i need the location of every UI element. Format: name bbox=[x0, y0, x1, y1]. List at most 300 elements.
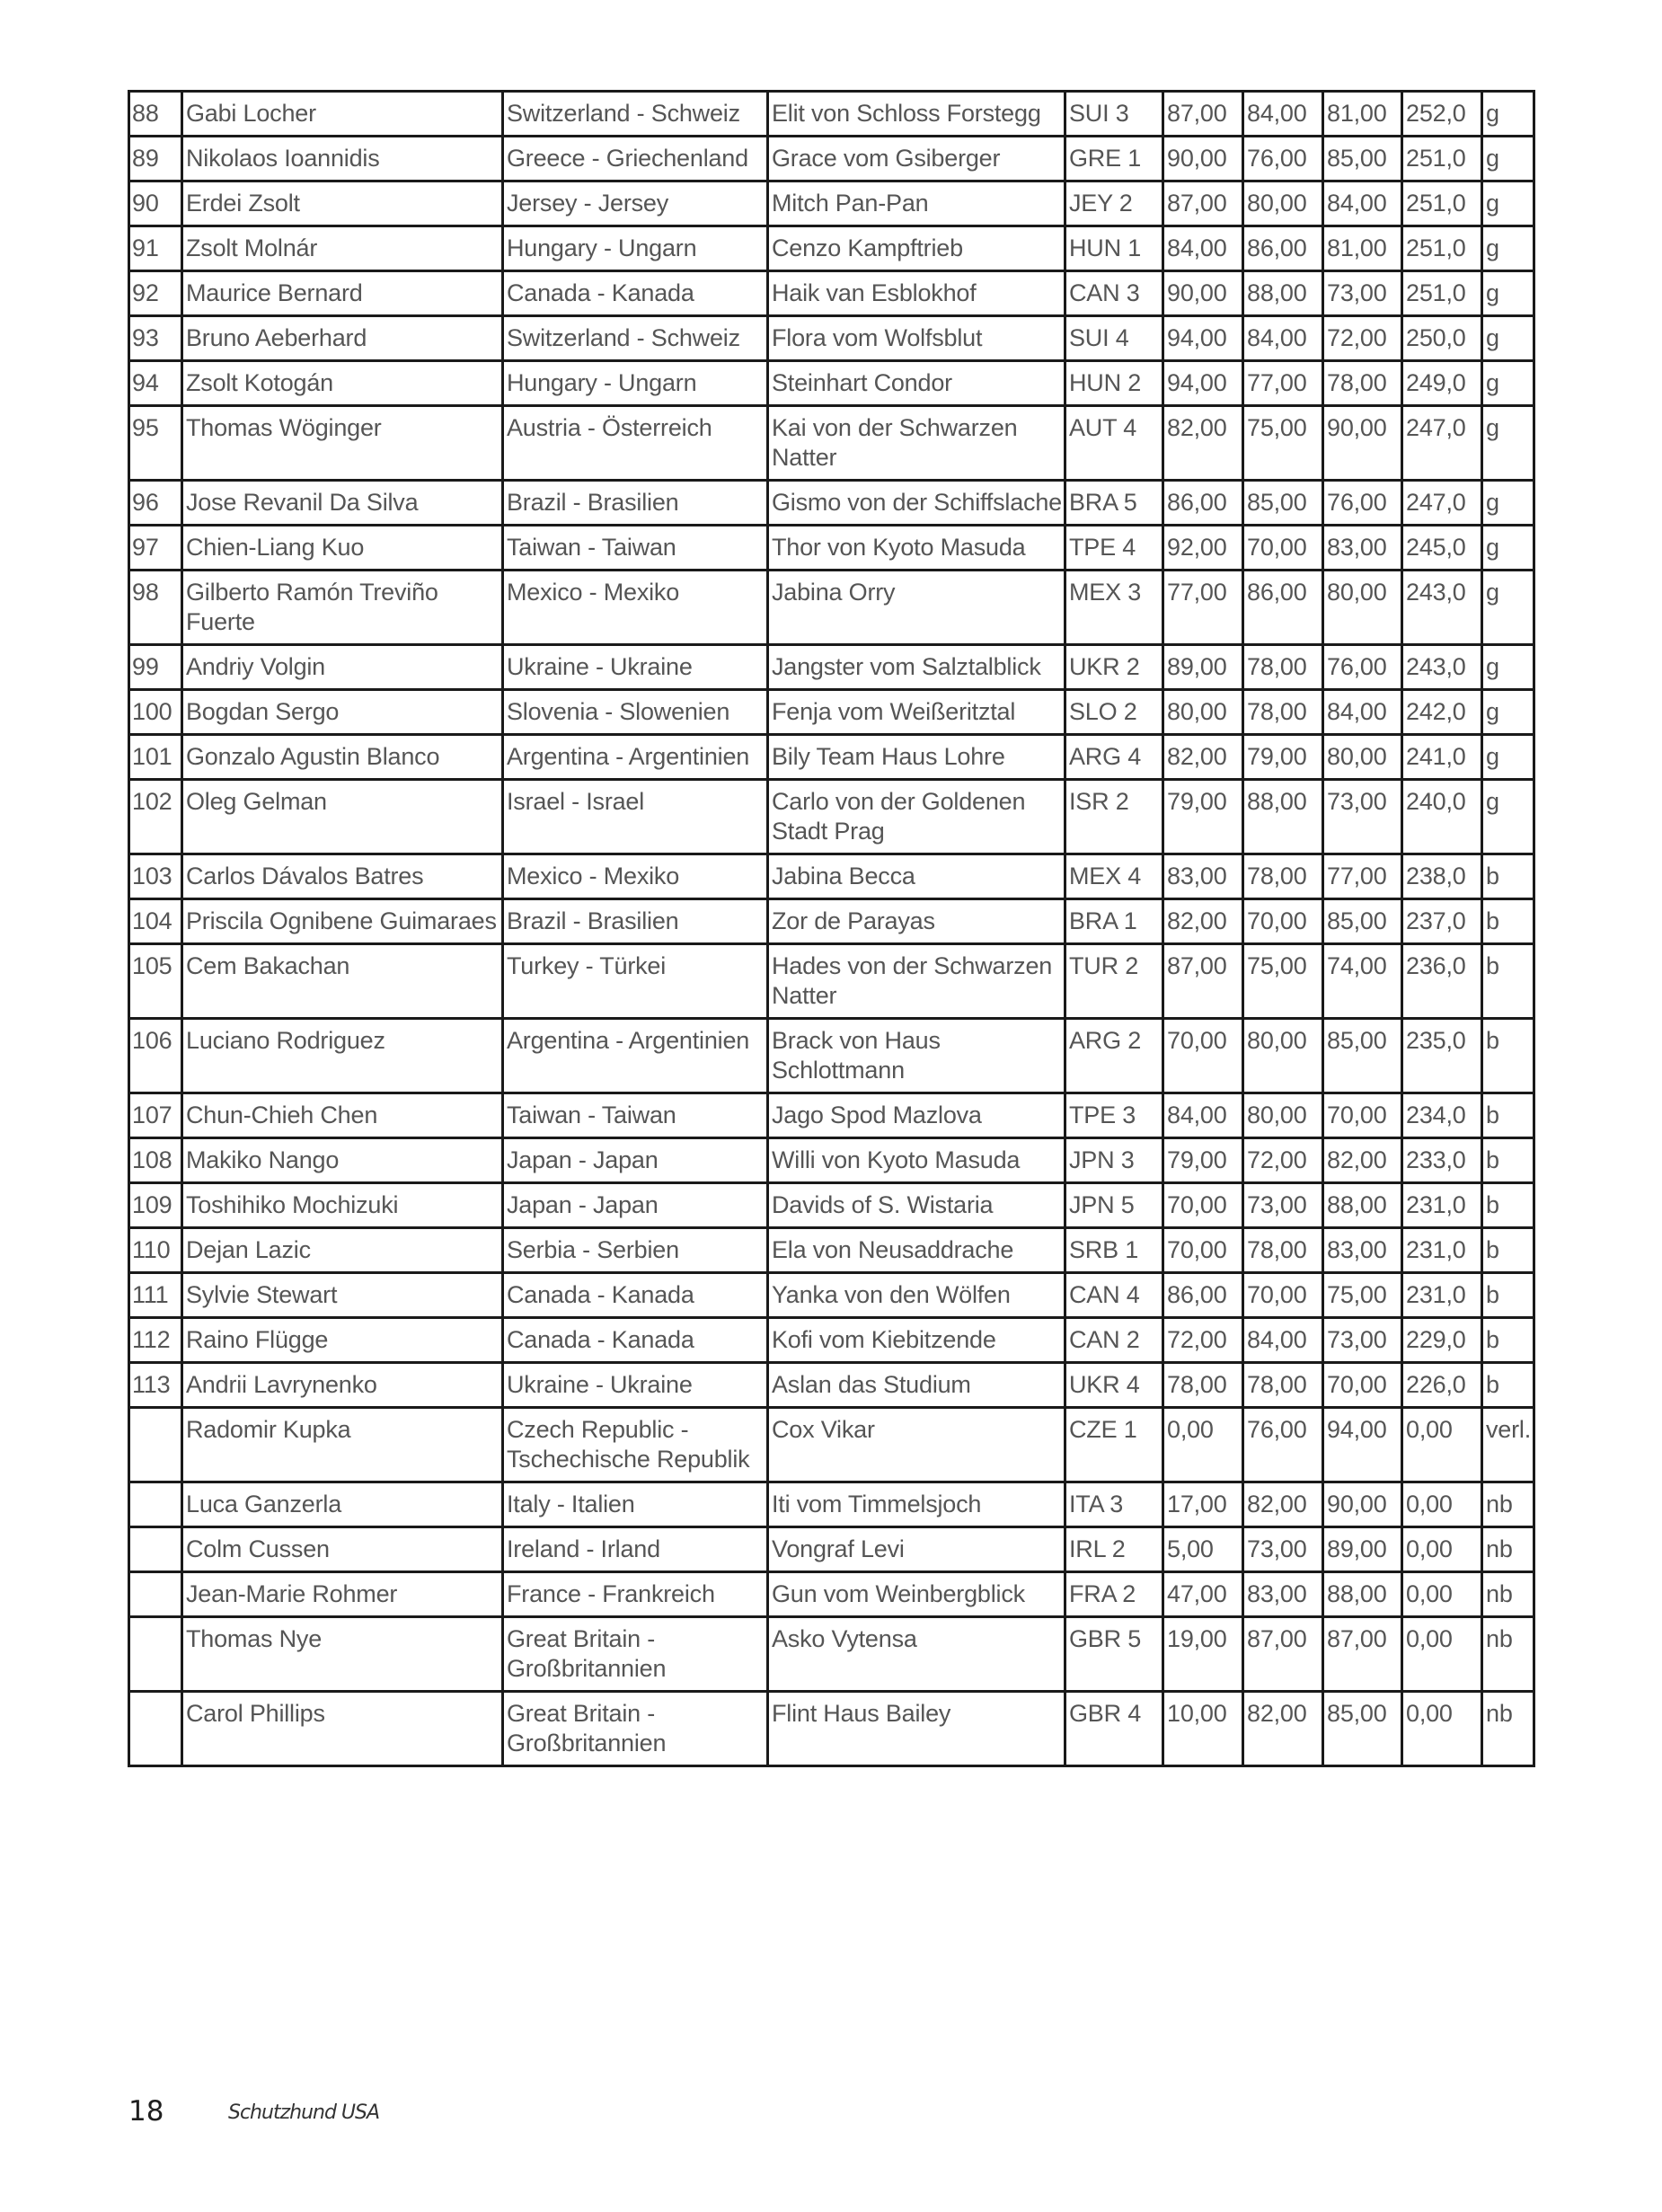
score-a-cell: 78,00 bbox=[1163, 1363, 1243, 1408]
rating-cell: g bbox=[1482, 316, 1534, 361]
rating-cell: nb bbox=[1482, 1692, 1534, 1766]
handler-cell: Colm Cussen bbox=[182, 1527, 503, 1572]
rating-cell: b bbox=[1482, 1318, 1534, 1363]
score-c-cell: 80,00 bbox=[1323, 735, 1402, 780]
total-cell: 249,0 bbox=[1402, 361, 1482, 406]
score-c-cell: 76,00 bbox=[1323, 645, 1402, 690]
rating-cell: g bbox=[1482, 571, 1534, 645]
score-b-cell: 82,00 bbox=[1243, 1692, 1323, 1766]
handler-cell: Bruno Aeberhard bbox=[182, 316, 503, 361]
table-row bbox=[129, 1273, 1534, 1318]
score-c-cell: 81,00 bbox=[1323, 92, 1402, 137]
dog-cell: Jangster vom Salztalblick bbox=[768, 645, 1065, 690]
score-c-cell: 83,00 bbox=[1323, 526, 1402, 571]
handler-cell: Radomir Kupka bbox=[182, 1408, 503, 1482]
table-row bbox=[129, 1019, 1534, 1093]
score-c-cell: 70,00 bbox=[1323, 1093, 1402, 1138]
handler-cell: Thomas Wöginger bbox=[182, 406, 503, 481]
rank-cell: 113 bbox=[129, 1363, 182, 1408]
score-c-cell: 70,00 bbox=[1323, 1363, 1402, 1408]
country-cell: Great Britain - Großbritannien bbox=[503, 1692, 768, 1766]
rank-cell: 112 bbox=[129, 1318, 182, 1363]
dog-cell: Fenja vom Weißeritztal bbox=[768, 690, 1065, 735]
score-c-cell: 94,00 bbox=[1323, 1408, 1402, 1482]
rank-cell: 91 bbox=[129, 226, 182, 271]
table-row bbox=[129, 361, 1534, 406]
score-a-cell: 82,00 bbox=[1163, 406, 1243, 481]
dog-cell: Aslan das Studium bbox=[768, 1363, 1065, 1408]
rating-cell: g bbox=[1482, 735, 1534, 780]
dog-cell: Kai von der Schwarzen Natter bbox=[768, 406, 1065, 481]
handler-cell: Luciano Rodriguez bbox=[182, 1019, 503, 1093]
rating-cell: g bbox=[1482, 271, 1534, 316]
score-a-cell: 90,00 bbox=[1163, 271, 1243, 316]
dog-cell: Flint Haus Bailey bbox=[768, 1692, 1065, 1766]
rank-cell: 103 bbox=[129, 854, 182, 899]
country-cell: Czech Republic - Tschechische Republik bbox=[503, 1408, 768, 1482]
country-cell: Switzerland - Schweiz bbox=[503, 92, 768, 137]
handler-cell: Nikolaos Ioannidis bbox=[182, 137, 503, 181]
handler-cell: Gabi Locher bbox=[182, 92, 503, 137]
team-cell: TPE 3 bbox=[1065, 1093, 1163, 1138]
dog-cell: Yanka von den Wölfen bbox=[768, 1273, 1065, 1318]
table-row bbox=[129, 1183, 1534, 1228]
score-c-cell: 82,00 bbox=[1323, 1138, 1402, 1183]
score-b-cell: 80,00 bbox=[1243, 1093, 1323, 1138]
table-row bbox=[129, 645, 1534, 690]
table-row bbox=[129, 780, 1534, 854]
score-b-cell: 70,00 bbox=[1243, 899, 1323, 944]
score-a-cell: 82,00 bbox=[1163, 735, 1243, 780]
rating-cell: g bbox=[1482, 481, 1534, 526]
rank-cell: 94 bbox=[129, 361, 182, 406]
dog-cell: Jabina Orry bbox=[768, 571, 1065, 645]
total-cell: 233,0 bbox=[1402, 1138, 1482, 1183]
score-a-cell: 87,00 bbox=[1163, 944, 1243, 1019]
score-a-cell: 72,00 bbox=[1163, 1318, 1243, 1363]
team-cell: TPE 4 bbox=[1065, 526, 1163, 571]
rank-cell: 107 bbox=[129, 1093, 182, 1138]
rank-cell bbox=[129, 1617, 182, 1692]
handler-cell: Carol Phillips bbox=[182, 1692, 503, 1766]
table-row bbox=[129, 481, 1534, 526]
dog-cell: Carlo von der Goldenen Stadt Prag bbox=[768, 780, 1065, 854]
rating-cell: b bbox=[1482, 944, 1534, 1019]
score-c-cell: 84,00 bbox=[1323, 181, 1402, 226]
rank-cell bbox=[129, 1482, 182, 1527]
score-c-cell: 85,00 bbox=[1323, 1019, 1402, 1093]
team-cell: ISR 2 bbox=[1065, 780, 1163, 854]
rating-cell: g bbox=[1482, 406, 1534, 481]
dog-cell: Iti vom Timmelsjoch bbox=[768, 1482, 1065, 1527]
total-cell: 229,0 bbox=[1402, 1318, 1482, 1363]
score-a-cell: 94,00 bbox=[1163, 316, 1243, 361]
rank-cell: 106 bbox=[129, 1019, 182, 1093]
table-row bbox=[129, 854, 1534, 899]
rank-cell: 88 bbox=[129, 92, 182, 137]
table-row bbox=[129, 316, 1534, 361]
rating-cell: g bbox=[1482, 137, 1534, 181]
score-c-cell: 76,00 bbox=[1323, 481, 1402, 526]
score-a-cell: 94,00 bbox=[1163, 361, 1243, 406]
score-c-cell: 90,00 bbox=[1323, 406, 1402, 481]
dog-cell: Jago Spod Mazlova bbox=[768, 1093, 1065, 1138]
score-a-cell: 90,00 bbox=[1163, 137, 1243, 181]
score-b-cell: 70,00 bbox=[1243, 1273, 1323, 1318]
team-cell: GRE 1 bbox=[1065, 137, 1163, 181]
dog-cell: Mitch Pan-Pan bbox=[768, 181, 1065, 226]
total-cell: 236,0 bbox=[1402, 944, 1482, 1019]
score-b-cell: 88,00 bbox=[1243, 271, 1323, 316]
rank-cell: 109 bbox=[129, 1183, 182, 1228]
rating-cell: b bbox=[1482, 899, 1534, 944]
dog-cell: Flora vom Wolfsblut bbox=[768, 316, 1065, 361]
country-cell: Hungary - Ungarn bbox=[503, 226, 768, 271]
score-a-cell: 80,00 bbox=[1163, 690, 1243, 735]
country-cell: Jersey - Jersey bbox=[503, 181, 768, 226]
table-row bbox=[129, 1228, 1534, 1273]
total-cell: 0,00 bbox=[1402, 1408, 1482, 1482]
country-cell: Hungary - Ungarn bbox=[503, 361, 768, 406]
handler-cell: Gilberto Ramón Treviño Fuerte bbox=[182, 571, 503, 645]
score-b-cell: 80,00 bbox=[1243, 181, 1323, 226]
score-b-cell: 73,00 bbox=[1243, 1527, 1323, 1572]
team-cell: SUI 3 bbox=[1065, 92, 1163, 137]
country-cell: Switzerland - Schweiz bbox=[503, 316, 768, 361]
table-row bbox=[129, 1408, 1534, 1482]
handler-cell: Bogdan Sergo bbox=[182, 690, 503, 735]
table-row bbox=[129, 181, 1534, 226]
rating-cell: g bbox=[1482, 645, 1534, 690]
team-cell: JPN 5 bbox=[1065, 1183, 1163, 1228]
country-cell: Slovenia - Slowenien bbox=[503, 690, 768, 735]
country-cell: Taiwan - Taiwan bbox=[503, 526, 768, 571]
score-b-cell: 80,00 bbox=[1243, 1019, 1323, 1093]
handler-cell: Erdei Zsolt bbox=[182, 181, 503, 226]
table-row bbox=[129, 1318, 1534, 1363]
dog-cell: Gun vom Weinbergblick bbox=[768, 1572, 1065, 1617]
score-b-cell: 85,00 bbox=[1243, 481, 1323, 526]
score-c-cell: 89,00 bbox=[1323, 1527, 1402, 1572]
team-cell: AUT 4 bbox=[1065, 406, 1163, 481]
score-a-cell: 87,00 bbox=[1163, 92, 1243, 137]
rank-cell: 89 bbox=[129, 137, 182, 181]
rank-cell: 93 bbox=[129, 316, 182, 361]
country-cell: Serbia - Serbien bbox=[503, 1228, 768, 1273]
rank-cell: 110 bbox=[129, 1228, 182, 1273]
table-row bbox=[129, 1482, 1534, 1527]
team-cell: CAN 3 bbox=[1065, 271, 1163, 316]
handler-cell: Priscila Ognibene Guimaraes bbox=[182, 899, 503, 944]
score-a-cell: 83,00 bbox=[1163, 854, 1243, 899]
team-cell: BRA 1 bbox=[1065, 899, 1163, 944]
table-row bbox=[129, 526, 1534, 571]
score-b-cell: 86,00 bbox=[1243, 226, 1323, 271]
country-cell: Canada - Kanada bbox=[503, 1318, 768, 1363]
score-b-cell: 78,00 bbox=[1243, 854, 1323, 899]
country-cell: Brazil - Brasilien bbox=[503, 899, 768, 944]
score-b-cell: 76,00 bbox=[1243, 137, 1323, 181]
score-c-cell: 88,00 bbox=[1323, 1183, 1402, 1228]
table-row bbox=[129, 1138, 1534, 1183]
table-row bbox=[129, 1572, 1534, 1617]
country-cell: Turkey - Türkei bbox=[503, 944, 768, 1019]
score-c-cell: 84,00 bbox=[1323, 690, 1402, 735]
rank-cell: 111 bbox=[129, 1273, 182, 1318]
score-c-cell: 83,00 bbox=[1323, 1228, 1402, 1273]
team-cell: CZE 1 bbox=[1065, 1408, 1163, 1482]
score-a-cell: 84,00 bbox=[1163, 226, 1243, 271]
dog-cell: Willi von Kyoto Masuda bbox=[768, 1138, 1065, 1183]
score-a-cell: 84,00 bbox=[1163, 1093, 1243, 1138]
team-cell: ITA 3 bbox=[1065, 1482, 1163, 1527]
rank-cell: 92 bbox=[129, 271, 182, 316]
handler-cell: Oleg Gelman bbox=[182, 780, 503, 854]
total-cell: 252,0 bbox=[1402, 92, 1482, 137]
handler-cell: Chien-Liang Kuo bbox=[182, 526, 503, 571]
score-c-cell: 80,00 bbox=[1323, 571, 1402, 645]
rating-cell: g bbox=[1482, 780, 1534, 854]
total-cell: 0,00 bbox=[1402, 1527, 1482, 1572]
dog-cell: Hades von der Schwarzen Natter bbox=[768, 944, 1065, 1019]
total-cell: 0,00 bbox=[1402, 1572, 1482, 1617]
table-row bbox=[129, 899, 1534, 944]
team-cell: HUN 2 bbox=[1065, 361, 1163, 406]
score-b-cell: 88,00 bbox=[1243, 780, 1323, 854]
rating-cell: b bbox=[1482, 1093, 1534, 1138]
score-c-cell: 73,00 bbox=[1323, 1318, 1402, 1363]
rating-cell: g bbox=[1482, 181, 1534, 226]
rating-cell: b bbox=[1482, 1183, 1534, 1228]
handler-cell: Dejan Lazic bbox=[182, 1228, 503, 1273]
rank-cell bbox=[129, 1692, 182, 1766]
score-c-cell: 85,00 bbox=[1323, 137, 1402, 181]
results-table bbox=[128, 90, 1535, 1767]
country-cell: Ireland - Irland bbox=[503, 1527, 768, 1572]
total-cell: 242,0 bbox=[1402, 690, 1482, 735]
handler-cell: Zsolt Molnár bbox=[182, 226, 503, 271]
page-number: 18 bbox=[128, 2095, 164, 2128]
total-cell: 234,0 bbox=[1402, 1093, 1482, 1138]
country-cell: Argentina - Argentinien bbox=[503, 1019, 768, 1093]
table-row bbox=[129, 226, 1534, 271]
total-cell: 231,0 bbox=[1402, 1183, 1482, 1228]
rank-cell: 95 bbox=[129, 406, 182, 481]
score-c-cell: 78,00 bbox=[1323, 361, 1402, 406]
score-a-cell: 0,00 bbox=[1163, 1408, 1243, 1482]
rating-cell: b bbox=[1482, 1138, 1534, 1183]
dog-cell: Ela von Neusaddrache bbox=[768, 1228, 1065, 1273]
team-cell: ARG 2 bbox=[1065, 1019, 1163, 1093]
score-a-cell: 86,00 bbox=[1163, 1273, 1243, 1318]
country-cell: Mexico - Mexiko bbox=[503, 571, 768, 645]
team-cell: SRB 1 bbox=[1065, 1228, 1163, 1273]
handler-cell: Jose Revanil Da Silva bbox=[182, 481, 503, 526]
rating-cell: g bbox=[1482, 526, 1534, 571]
rank-cell: 96 bbox=[129, 481, 182, 526]
table-row bbox=[129, 690, 1534, 735]
score-b-cell: 75,00 bbox=[1243, 406, 1323, 481]
total-cell: 245,0 bbox=[1402, 526, 1482, 571]
score-c-cell: 85,00 bbox=[1323, 1692, 1402, 1766]
rank-cell bbox=[129, 1527, 182, 1572]
handler-cell: Sylvie Stewart bbox=[182, 1273, 503, 1318]
total-cell: 251,0 bbox=[1402, 271, 1482, 316]
country-cell: Israel - Israel bbox=[503, 780, 768, 854]
table-row bbox=[129, 735, 1534, 780]
handler-cell: Toshihiko Mochizuki bbox=[182, 1183, 503, 1228]
score-c-cell: 75,00 bbox=[1323, 1273, 1402, 1318]
country-cell: France - Frankreich bbox=[503, 1572, 768, 1617]
score-b-cell: 70,00 bbox=[1243, 526, 1323, 571]
total-cell: 247,0 bbox=[1402, 481, 1482, 526]
handler-cell: Cem Bakachan bbox=[182, 944, 503, 1019]
score-b-cell: 73,00 bbox=[1243, 1183, 1323, 1228]
score-b-cell: 83,00 bbox=[1243, 1572, 1323, 1617]
score-c-cell: 88,00 bbox=[1323, 1572, 1402, 1617]
rating-cell: nb bbox=[1482, 1572, 1534, 1617]
rank-cell bbox=[129, 1408, 182, 1482]
dog-cell: Bily Team Haus Lohre bbox=[768, 735, 1065, 780]
country-cell: Austria - Österreich bbox=[503, 406, 768, 481]
results-body bbox=[129, 92, 1534, 1766]
handler-cell: Maurice Bernard bbox=[182, 271, 503, 316]
team-cell: BRA 5 bbox=[1065, 481, 1163, 526]
table-row bbox=[129, 1363, 1534, 1408]
table-row bbox=[129, 92, 1534, 137]
total-cell: 0,00 bbox=[1402, 1482, 1482, 1527]
total-cell: 250,0 bbox=[1402, 316, 1482, 361]
total-cell: 0,00 bbox=[1402, 1617, 1482, 1692]
total-cell: 243,0 bbox=[1402, 645, 1482, 690]
country-cell: Japan - Japan bbox=[503, 1138, 768, 1183]
dog-cell: Kofi vom Kiebitzende bbox=[768, 1318, 1065, 1363]
country-cell: Great Britain - Großbritannien bbox=[503, 1617, 768, 1692]
score-b-cell: 75,00 bbox=[1243, 944, 1323, 1019]
dog-cell: Cenzo Kampftrieb bbox=[768, 226, 1065, 271]
score-b-cell: 78,00 bbox=[1243, 645, 1323, 690]
score-c-cell: 77,00 bbox=[1323, 854, 1402, 899]
rank-cell: 102 bbox=[129, 780, 182, 854]
total-cell: 238,0 bbox=[1402, 854, 1482, 899]
total-cell: 251,0 bbox=[1402, 226, 1482, 271]
rating-cell: nb bbox=[1482, 1482, 1534, 1527]
handler-cell: Andriy Volgin bbox=[182, 645, 503, 690]
rating-cell: b bbox=[1482, 1228, 1534, 1273]
handler-cell: Zsolt Kotogán bbox=[182, 361, 503, 406]
table-row bbox=[129, 1527, 1534, 1572]
handler-cell: Jean-Marie Rohmer bbox=[182, 1572, 503, 1617]
score-a-cell: 17,00 bbox=[1163, 1482, 1243, 1527]
rating-cell: b bbox=[1482, 854, 1534, 899]
score-c-cell: 85,00 bbox=[1323, 899, 1402, 944]
dog-cell: Jabina Becca bbox=[768, 854, 1065, 899]
table-row bbox=[129, 137, 1534, 181]
score-c-cell: 73,00 bbox=[1323, 780, 1402, 854]
team-cell: GBR 4 bbox=[1065, 1692, 1163, 1766]
score-b-cell: 82,00 bbox=[1243, 1482, 1323, 1527]
team-cell: ARG 4 bbox=[1065, 735, 1163, 780]
total-cell: 237,0 bbox=[1402, 899, 1482, 944]
table-row bbox=[129, 1617, 1534, 1692]
total-cell: 251,0 bbox=[1402, 137, 1482, 181]
country-cell: Ukraine - Ukraine bbox=[503, 1363, 768, 1408]
dog-cell: Gismo von der Schiffslache bbox=[768, 481, 1065, 526]
team-cell: SLO 2 bbox=[1065, 690, 1163, 735]
handler-cell: Luca Ganzerla bbox=[182, 1482, 503, 1527]
score-a-cell: 10,00 bbox=[1163, 1692, 1243, 1766]
dog-cell: Grace vom Gsiberger bbox=[768, 137, 1065, 181]
score-b-cell: 78,00 bbox=[1243, 1228, 1323, 1273]
team-cell: JEY 2 bbox=[1065, 181, 1163, 226]
team-cell: SUI 4 bbox=[1065, 316, 1163, 361]
score-a-cell: 82,00 bbox=[1163, 899, 1243, 944]
rank-cell: 90 bbox=[129, 181, 182, 226]
country-cell: Ukraine - Ukraine bbox=[503, 645, 768, 690]
score-c-cell: 74,00 bbox=[1323, 944, 1402, 1019]
score-a-cell: 79,00 bbox=[1163, 1138, 1243, 1183]
rating-cell: g bbox=[1482, 690, 1534, 735]
country-cell: Taiwan - Taiwan bbox=[503, 1093, 768, 1138]
total-cell: 0,00 bbox=[1402, 1692, 1482, 1766]
total-cell: 231,0 bbox=[1402, 1273, 1482, 1318]
score-a-cell: 70,00 bbox=[1163, 1183, 1243, 1228]
dog-cell: Steinhart Condor bbox=[768, 361, 1065, 406]
team-cell: JPN 3 bbox=[1065, 1138, 1163, 1183]
score-c-cell: 87,00 bbox=[1323, 1617, 1402, 1692]
rank-cell bbox=[129, 1572, 182, 1617]
publication-title: Schutzhund USA bbox=[228, 2101, 380, 2124]
score-a-cell: 92,00 bbox=[1163, 526, 1243, 571]
total-cell: 240,0 bbox=[1402, 780, 1482, 854]
score-b-cell: 84,00 bbox=[1243, 92, 1323, 137]
country-cell: Italy - Italien bbox=[503, 1482, 768, 1527]
table-row bbox=[129, 571, 1534, 645]
score-b-cell: 77,00 bbox=[1243, 361, 1323, 406]
rating-cell: g bbox=[1482, 226, 1534, 271]
table-row bbox=[129, 944, 1534, 1019]
rating-cell: verl. bbox=[1482, 1408, 1534, 1482]
score-c-cell: 72,00 bbox=[1323, 316, 1402, 361]
total-cell: 241,0 bbox=[1402, 735, 1482, 780]
team-cell: UKR 2 bbox=[1065, 645, 1163, 690]
total-cell: 247,0 bbox=[1402, 406, 1482, 481]
team-cell: FRA 2 bbox=[1065, 1572, 1163, 1617]
dog-cell: Thor von Kyoto Masuda bbox=[768, 526, 1065, 571]
country-cell: Canada - Kanada bbox=[503, 1273, 768, 1318]
dog-cell: Vongraf Levi bbox=[768, 1527, 1065, 1572]
total-cell: 226,0 bbox=[1402, 1363, 1482, 1408]
total-cell: 231,0 bbox=[1402, 1228, 1482, 1273]
country-cell: Argentina - Argentinien bbox=[503, 735, 768, 780]
score-c-cell: 81,00 bbox=[1323, 226, 1402, 271]
score-b-cell: 86,00 bbox=[1243, 571, 1323, 645]
handler-cell: Raino Flügge bbox=[182, 1318, 503, 1363]
score-a-cell: 86,00 bbox=[1163, 481, 1243, 526]
table-row bbox=[129, 406, 1534, 481]
score-b-cell: 84,00 bbox=[1243, 316, 1323, 361]
rating-cell: b bbox=[1482, 1363, 1534, 1408]
rank-cell: 104 bbox=[129, 899, 182, 944]
handler-cell: Gonzalo Agustin Blanco bbox=[182, 735, 503, 780]
country-cell: Brazil - Brasilien bbox=[503, 481, 768, 526]
country-cell: Canada - Kanada bbox=[503, 271, 768, 316]
score-a-cell: 70,00 bbox=[1163, 1019, 1243, 1093]
team-cell: MEX 3 bbox=[1065, 571, 1163, 645]
handler-cell: Carlos Dávalos Batres bbox=[182, 854, 503, 899]
total-cell: 235,0 bbox=[1402, 1019, 1482, 1093]
team-cell: TUR 2 bbox=[1065, 944, 1163, 1019]
